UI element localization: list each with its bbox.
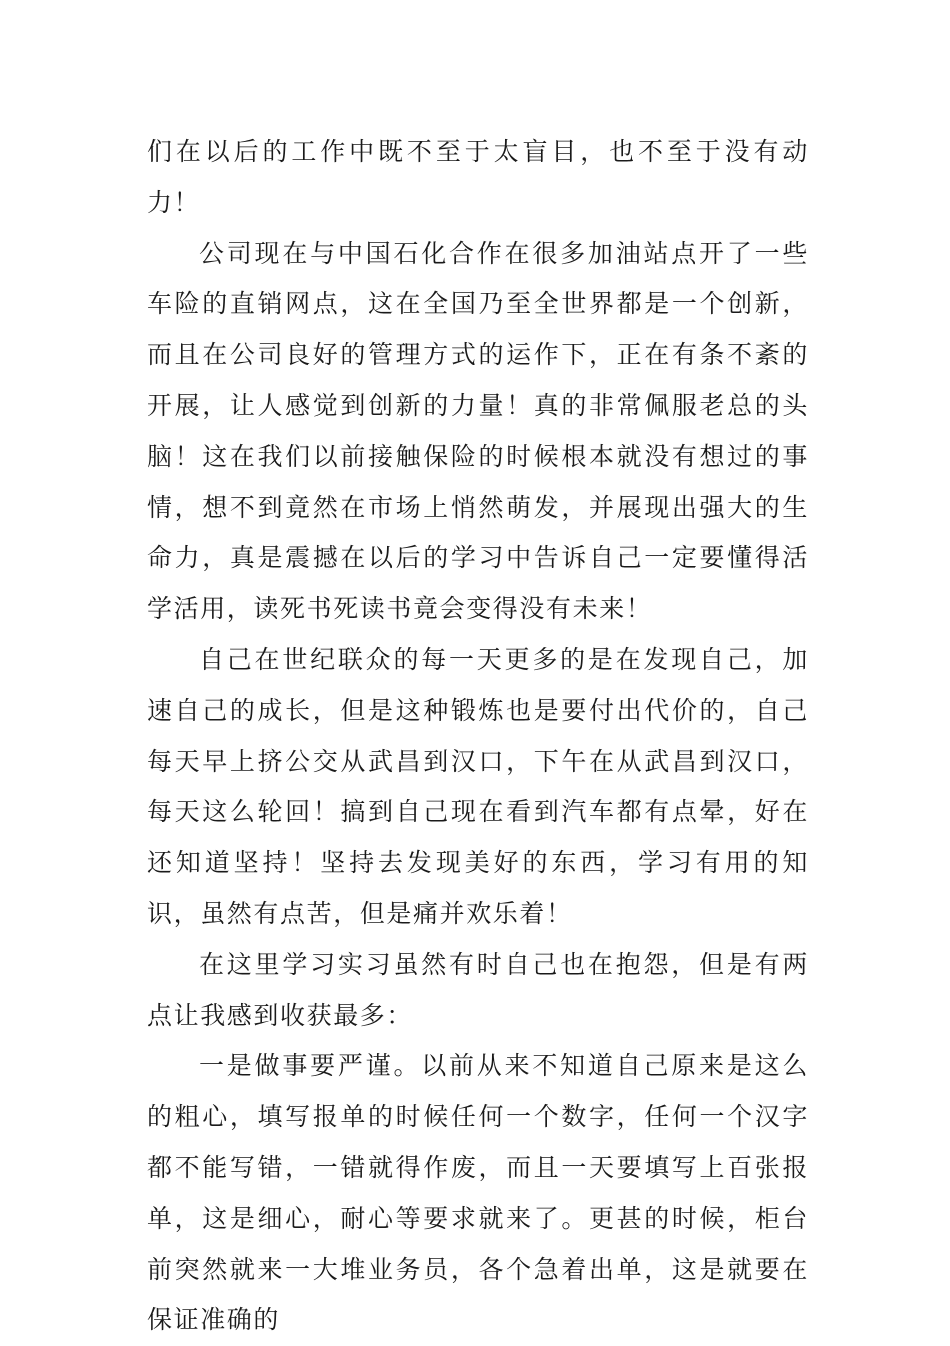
paragraph-4: 在这里学习实习虽然有时自己也在抱怨，但是有两点让我感到收获最多： (147, 949, 809, 1030)
document-body (147, 127, 809, 1346)
paragraph-1: 们在以后的工作中既不至于太盲目，也不至于没有动力！ (147, 137, 809, 217)
paragraph-5: 一是做事要严谨。以前从来不知道自己原来是这么的粗心，填写报单的时候任何一个数字，任何一个汉字都不能写错，一错就得作废，而且一天要填写上百张报单，这是细心，耐心等要求就来了。更甚的时候，柜台前突然就来一大堆业务员，各个急着出单，这是就要在保证准确的 (147, 1051, 809, 1335)
paragraph-3: 自己在世纪联众的每一天更多的是在发现自己，加速自己的成长，但是这种锻炼也是要付出代价的，自己每天早上挤公交从武昌到汉口，下午在从武昌到汉口，每天这么轮回！搞到自己现在看到汽车都有点晕，好在还知道坚持！坚持去发现美好的东西，学习有用的知识，虽然有点苦，但是痛并欢乐着！ (147, 644, 809, 928)
paragraph-2: 公司现在与中国石化合作在很多加油站点开了一些车险的直销网点，这在全国乃至全世界都是一个创新，而且在公司良好的管理方式的运作下，正在有条不紊的开展，让人感觉到创新的力量！真的非常佩服老总的头脑！这在我们以前接触保险的时候根本就没有想过的事情，想不到竟然在市场上悄然萌发，并展现出强大的生命力，真是震撼在以后的学习中告诉自己一定要懂得活学活用，读死书死读书竟会变得没有未来！ (147, 238, 809, 624)
